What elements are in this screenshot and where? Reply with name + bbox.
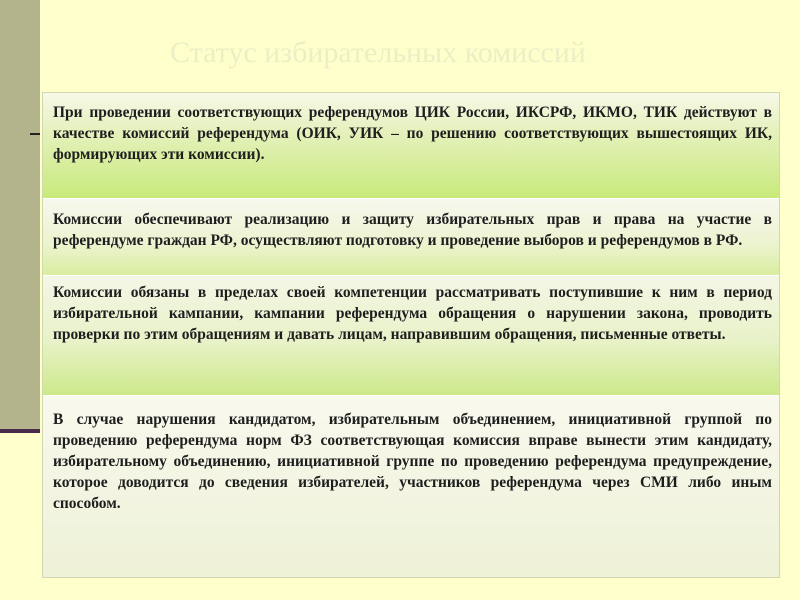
table-row: В случае нарушения кандидатом, избирательным объединением, инициативной группой по проведению референдума норм ФЗ соответствующая комиссия вправе вынести этим кандидату, избирательному объединению, инициативной группе по проведению референдума предупреждение, которое доводится до сведения избирателей, участников референдума через СМИ либо иным способом. bbox=[43, 396, 779, 577]
divider-line bbox=[30, 133, 40, 135]
slide-title: Статус избирательных комиссий bbox=[170, 36, 586, 69]
left-accent-line bbox=[0, 429, 40, 433]
table-row: Комиссии обеспечивают реализацию и защиту избирательных прав и права на участие в референдуме граждан РФ, осуществляют подготовку и проведение выборов и референдумов в РФ. bbox=[43, 199, 779, 276]
left-accent-bar bbox=[0, 0, 40, 430]
table-row: При проведении соответствующих референдумов ЦИК России, ИКСРФ, ИКМО, ТИК действуют в качестве комиссий референдума (ОИК, УИК – по решению соответствующих вышестоящих ИК, формирующих эти комиссии). bbox=[43, 93, 779, 199]
content-table bbox=[42, 92, 780, 578]
table-row: Комиссии обязаны в пределах своей компетенции рассматривать поступившие к ним в период избирательной кампании, кампании референдума обращения о нарушении закона, проводить проверки по этим обращениям и давать лицам, направившим обращения, письменные ответы. bbox=[43, 276, 779, 396]
